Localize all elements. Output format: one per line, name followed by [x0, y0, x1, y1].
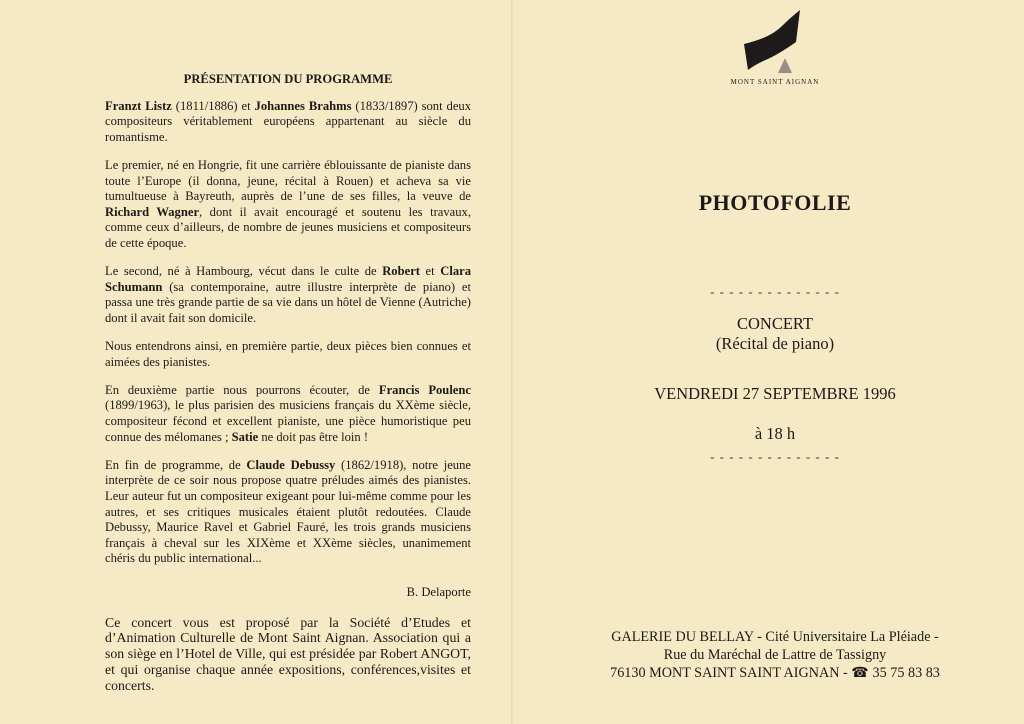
address-line: GALERIE DU BELLAY - Cité Universitaire La Pléiade - [611, 629, 939, 645]
text-segment: Nous entendrons ainsi, en première partie, deux pièces bien connues et aimées des pianistes. [105, 339, 471, 369]
composer-name: Francis Poulenc [378, 382, 471, 397]
text-segment: (1833/1897) sont deux compositeurs véritablement européens appartenant au siècle du romantisme. [105, 98, 471, 144]
flag-icon [744, 10, 800, 70]
composer-name: Franzt Listz [105, 98, 172, 113]
closing-paragraph: Ce concert vous est proposé par la Société d’Etudes et d’Animation Culturelle de Mont Saint Aignan. Association qui a son siège en l’Hotel de Ville, qui est présidée par Robert ANGOT, et qui organise chaque année expositions, conférences,visites et concerts. [105, 614, 471, 693]
programme-paragraph [105, 264, 471, 326]
event-time: à 18 h [754, 424, 796, 443]
programme-heading: PRÉSENTATION DU PROGRAMME [183, 72, 393, 86]
programme-paragraph [105, 99, 471, 146]
signature: B. Delaporte [406, 585, 471, 599]
composer-name: Claude Debussy [246, 457, 336, 472]
concert-label: CONCERT [736, 314, 813, 333]
concert-subtitle: (Récital de piano) [715, 334, 835, 353]
text-segment: Le premier, né en Hongrie, fit une carrière éblouissante de pianiste dans toute l’Europe (il donna, jeune, récital à Rouen) et acheva sa vie tumultueuse à Bayreuth, auprès de l’une de ses filles, la veuve de [105, 157, 471, 204]
text-segment: (1811/1886) et [171, 98, 255, 113]
programme-text [105, 99, 471, 567]
composer-name: Richard Wagner [105, 204, 200, 219]
composer-name: Clara Schumann [105, 264, 472, 294]
text-segment: et [419, 264, 441, 279]
logo-text: MONT SAINT AIGNAN [730, 78, 820, 86]
triangle-icon [778, 58, 792, 73]
text-segment: , dont il avait encouragé et soutenu les travaux, comme ceux d’ailleurs, de nombre de jeunes musiciens et compositeurs de cette époque. [105, 204, 471, 250]
composer-name: Satie [231, 429, 259, 444]
address-line: Rue du Maréchal de Lattre de Tassigny [663, 647, 887, 663]
composer-name: Robert [382, 264, 420, 279]
composer-name: Johannes Brahms [254, 98, 352, 113]
programme-paragraph [105, 383, 471, 445]
divider-bottom: - - - - - - - - - - - - - - [710, 449, 840, 464]
programme-panel [105, 72, 471, 706]
text-segment: (sa contemporaine, autre illustre interprète de piano) et passa une très grande partie de sa vie dans un hôtel de Vienne (Autriche) dont il avait fait son domicile. [105, 279, 471, 325]
divider-top: - - - - - - - - - - - - - - [710, 284, 840, 299]
event-title: PHOTOFOLIE [698, 190, 852, 215]
page-fold [511, 0, 513, 724]
programme-paragraph [105, 458, 471, 567]
mont-saint-aignan-logo [730, 8, 820, 88]
event-date: VENDREDI 27 SEPTEMBRE 1996 [654, 384, 896, 403]
programme-paragraph [105, 339, 471, 370]
text-segment: En fin de programme, de [105, 457, 247, 472]
text-segment: ne doit pas être loin ! [258, 429, 369, 444]
text-segment: (1862/1918), notre jeune interprète de ce soir nous propose quatre préludes aimés des pianistes. Leur auteur fut un compositeur exigeant pour lui-même comme pour les autres, et ses critiques musicales étaient plutôt redoutées. Claude Debussy, Maurice Ravel et Gabriel Fauré, les trois grands musiciens français à cheval sur les XIXème et XXème siècles, unanimement chéris du public international... [105, 457, 471, 566]
text-segment: Le second, né à Hambourg, vécut dans le culte de [105, 264, 383, 279]
programme-paragraph [105, 158, 471, 252]
text-segment: En deuxième partie nous pourrons écouter, de [105, 382, 379, 397]
text-segment: (1899/1963), le plus parisien des musiciens français du XXème siècle, compositeur fécond et excellent pianiste, une pièce humoristique peu connue des mélomanes ; [105, 398, 471, 444]
venue-address [560, 628, 990, 682]
address-line: 76130 MONT SAINT SAINT AIGNAN - ☎ 35 75 83 83 [610, 665, 940, 681]
